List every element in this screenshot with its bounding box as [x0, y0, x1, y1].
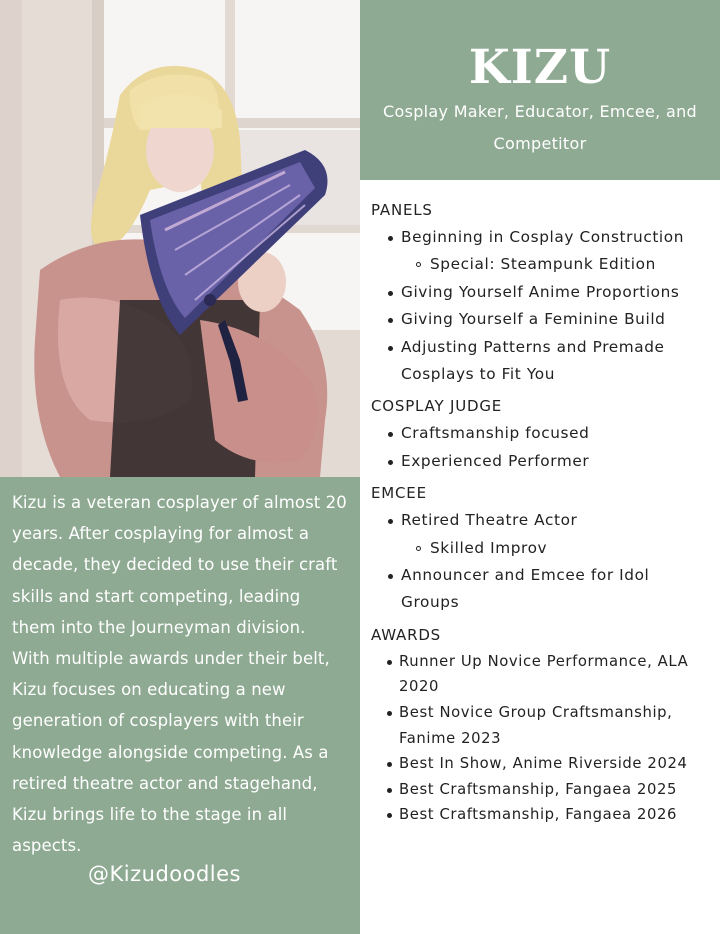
list-item: Runner Up Novice Performance, ALA 2020	[371, 649, 711, 700]
list-item: Giving Yourself Anime Proportions	[371, 279, 711, 306]
bio-text: Kizu is a veteran cosplayer of almost 20 years. After cosplaying for almost a decade, they decided to use their craft skills and start competing, leading them into the Journeyman division. With multiple awards under their belt, Kizu focuses on educating a new generation of cosplayers with their knowledge alongside competing. As a retired theatre actor and stagehand, Kizu brings life to the stage in all aspects.	[12, 493, 347, 856]
header-banner	[360, 0, 720, 180]
list-item: Best Novice Group Craftsmanship, Fanime 2023	[371, 700, 711, 751]
details-column	[371, 196, 711, 828]
list-item: Best In Show, Anime Riverside 2024	[371, 751, 711, 777]
page-title: KIZU	[468, 40, 612, 95]
list-item: Giving Yourself a Feminine Build	[371, 306, 711, 333]
bio-panel	[0, 477, 360, 934]
list-item: Experienced Performer	[371, 448, 711, 475]
list-item: Retired Theatre Actor	[371, 507, 711, 534]
sub-list-item: Special: Steampunk Edition	[371, 251, 711, 278]
photo-illustration	[0, 0, 360, 477]
sub-list-item: Skilled Improv	[371, 535, 711, 562]
list-item: Best Craftsmanship, Fangaea 2026	[371, 802, 711, 828]
section-title-judge: COSPLAY JUDGE	[371, 397, 503, 416]
list-item: Beginning in Cosplay Construction	[371, 224, 711, 251]
list-item: Craftsmanship focused	[371, 420, 711, 447]
page-subtitle: Cosplay Maker, Educator, Emcee, and Competitor	[383, 102, 697, 153]
list-item: Announcer and Emcee for Idol Groups	[371, 562, 711, 617]
list-item: Adjusting Patterns and Premade Cosplays to Fit You	[371, 334, 711, 389]
section-title-panels: PANELS	[371, 201, 433, 219]
cosplayer-photo	[0, 0, 360, 477]
list-item: Best Craftsmanship, Fangaea 2025	[371, 777, 711, 803]
social-handle: @Kizudoodles	[88, 862, 241, 886]
section-title-emcee: EMCEE	[371, 484, 427, 503]
section-title-awards: AWARDS	[371, 625, 442, 644]
awards-section	[371, 621, 711, 828]
